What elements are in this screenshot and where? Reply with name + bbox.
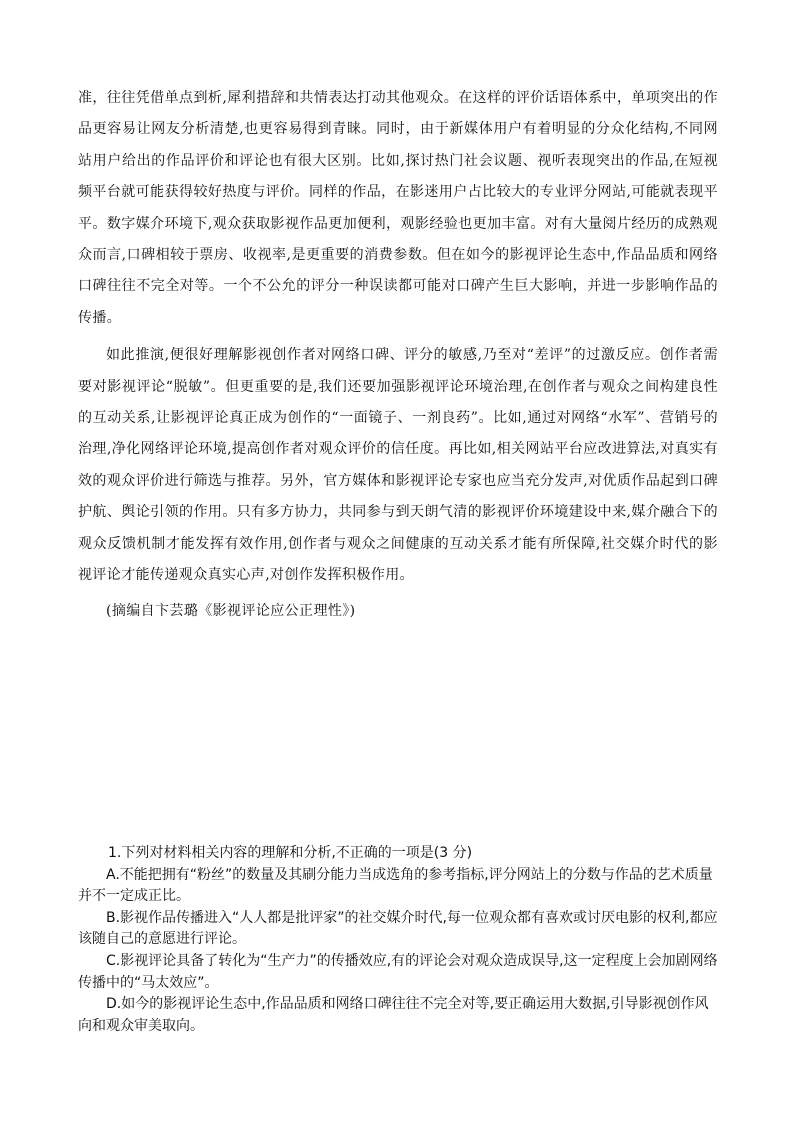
question-stem: 1.下列对材料相关内容的理解和分析,不正确的一项是(3 分) xyxy=(108,845,473,861)
article-source: (摘编自卞芸璐《影视评论应公正理性》) xyxy=(106,602,356,619)
question-block xyxy=(78,843,718,1037)
question-option-c: C.影视评论具备了转化为“生产力”的传播效应,有的评论会对观众造成误导,这一定程度上会加剧网络传播中的“马太效应”。 xyxy=(78,952,718,991)
question-option-b: B.影视作品传播进入“人人都是批评家”的社交媒介时代,每一位观众都有喜欢或讨厌电影的权利,都应该随自己的意愿进行评论。 xyxy=(78,909,718,948)
article-paragraph-2: 如此推演,便很好理解影视创作者对网络口碑、评分的敏感,乃至对“差评”的过激反应。创作者需要对影视评论“脱敏”。但更重要的是,我们还要加强影视评论环境治理,在创作者与观众之间构建良性的互动关系,让影视评论真正成为创作的“一面镜子、一剂良药”。比如,通过对网络“水军”、营销号的治理,净化网络评论环境,提高创作者对观众评价的信任度。再比如,相关网站平台应改进算法,对真实有效的观众评价进行筛选与推荐。另外，官方媒体和影视评论专家也应当充分发声,对优质作品起到口碑护航、舆论引领的作用。只有多方协力，共同参与到天朗气清的影视评价环境建设中来,媒介融合下的观众反馈机制才能发挥有效作用,创作者与观众之间健康的互动关系才能有所保障,社交媒介时代的影视评论才能传递观众真实心声,对创作发挥积极作用。 xyxy=(78,347,718,584)
question-option-a: A.不能把拥有“粉丝”的数量及其刷分能力当成选角的参考指标,评分网站上的分数与作品的艺术质量并不一定成正比。 xyxy=(78,866,713,905)
article-paragraph-1: 准，往往凭借单点到析,犀利措辞和共情表达打动其他观众。在这样的评价话语体系中，单项突出的作品更容易让网友分析清楚,也更容易得到青睐。同时，由于新媒体用户有着明显的分众化结构,不同网站用户给出的作品评价和评论也有很大区别。比如,探讨热门社会议题、视听表现突出的作品,在短视频平台就可能获得较好热度与评价。同样的作品，在影迷用户占比较大的专业评分网站,可能就表现平平。数字媒介环境下,观众获取影视作品更加便利，观影经验也更加丰富。对有大量阅片经历的成熟观众而言,口碑相较于票房、收视率,是更重要的消费参数。但在如今的影视评论生态中,作品品质和网络口碑往往不完全对等。一个不公允的评分一种误读都可能对口碑产生巨大影响，并进一步影响作品的传播。 xyxy=(78,90,718,326)
question-option-d: D.如今的影视评论生态中,作品品质和网络口碑往往不完全对等,要正确运用大数据,引导影视创作风向和观众审美取向。 xyxy=(78,996,709,1034)
article-body xyxy=(78,83,718,627)
